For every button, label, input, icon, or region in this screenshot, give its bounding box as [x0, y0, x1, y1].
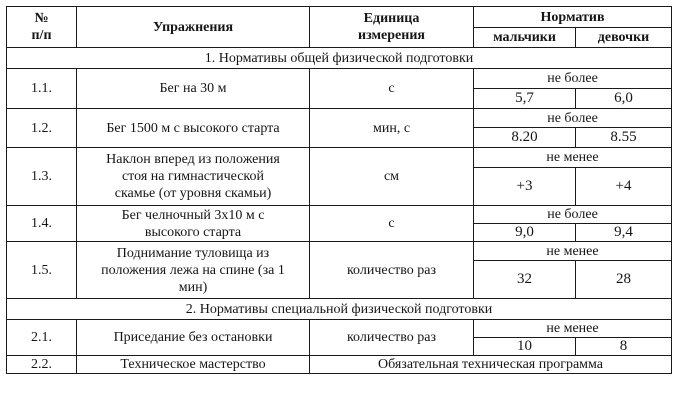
norm-condition: не менее — [474, 148, 672, 168]
norm-condition: не более — [474, 109, 672, 128]
value-girls: 8 — [576, 338, 672, 356]
value-girls: 8.55 — [576, 128, 672, 148]
row-number: 1.2. — [7, 109, 77, 148]
value-boys: +3 — [474, 168, 576, 206]
value-girls: +4 — [576, 168, 672, 206]
row-number: 1.1. — [7, 69, 77, 109]
exercise-name: Техническое мастерство — [77, 356, 310, 374]
value-girls: 9,4 — [576, 224, 672, 242]
value-boys: 10 — [474, 338, 576, 356]
unit: см — [310, 148, 474, 206]
row-number: 1.3. — [7, 148, 77, 206]
unit: с — [310, 206, 474, 242]
unit: с — [310, 69, 474, 109]
norm-condition: не более — [474, 206, 672, 224]
col-header-norm: Норматив — [474, 7, 672, 28]
col-header-number: № п/п — [7, 7, 77, 48]
col-header-exercise: Упражнения — [77, 7, 310, 48]
exercise-name: Приседание без остановки — [77, 320, 310, 356]
unit: количество раз — [310, 242, 474, 299]
norm-condition: не менее — [474, 320, 672, 338]
exercise-name: Бег на 30 м — [77, 69, 310, 109]
value-boys: 8.20 — [474, 128, 576, 148]
value-boys: 9,0 — [474, 224, 576, 242]
unit: мин, с — [310, 109, 474, 148]
col-header-boys: мальчики — [474, 28, 576, 48]
value-boys: 32 — [474, 261, 576, 299]
norm-condition: не менее — [474, 242, 672, 261]
exercise-name: Поднимание туловища из положения лежа на спине (за 1 мин) — [77, 242, 310, 299]
value-girls: 6,0 — [576, 89, 672, 109]
col-header-unit: Единица измерения — [310, 7, 474, 48]
value-girls: 28 — [576, 261, 672, 299]
row-number: 1.4. — [7, 206, 77, 242]
section-title-special: 2. Нормативы специальной физической подготовки — [7, 299, 672, 320]
exercise-name: Бег челночный 3х10 м с высокого старта — [77, 206, 310, 242]
exercise-name: Бег 1500 м с высокого старта — [77, 109, 310, 148]
exercise-name: Наклон вперед из положения стоя на гимнастической скамье (от уровня скамьи) — [77, 148, 310, 206]
norm-condition: не более — [474, 69, 672, 89]
unit: количество раз — [310, 320, 474, 356]
normatives-table — [6, 6, 671, 412]
col-header-girls: девочки — [576, 28, 672, 48]
program-note: Обязательная техническая программа — [310, 356, 672, 374]
value-boys: 5,7 — [474, 89, 576, 109]
row-number: 2.1. — [7, 320, 77, 356]
row-number: 1.5. — [7, 242, 77, 299]
section-title-general: 1. Нормативы общей физической подготовки — [7, 48, 672, 69]
row-number: 2.2. — [7, 356, 77, 374]
